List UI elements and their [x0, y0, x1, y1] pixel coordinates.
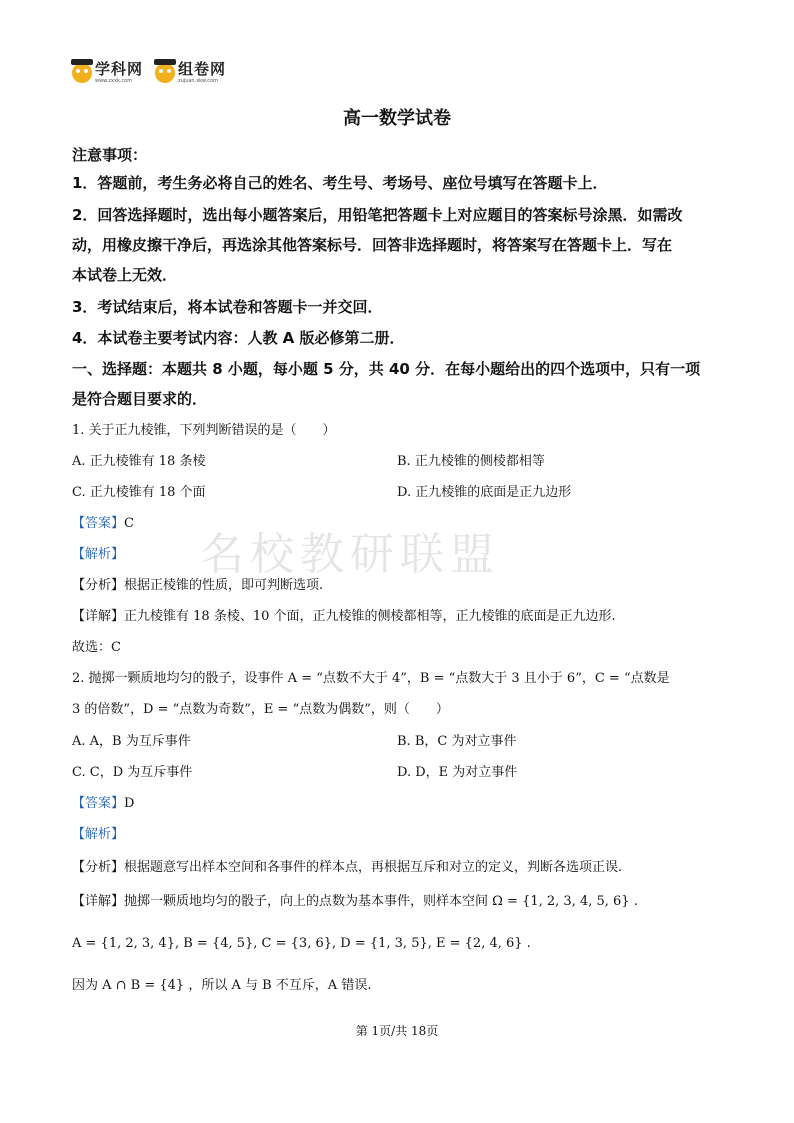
- note-2-line-3: 本试卷上无效．: [72, 266, 178, 284]
- q2-option-b: B. B，C 为对立事件: [397, 734, 517, 749]
- q1-guxuan: 故选：C: [72, 640, 121, 655]
- q1-stem: 1. 关于正九棱锥，下列判断错误的是（ ）: [72, 423, 336, 438]
- q2-answer: D: [124, 796, 135, 811]
- fenxi-tag: 【分析】: [72, 860, 125, 875]
- note-3: 3．考试结束后，将本试卷和答题卡一并交回．: [72, 298, 383, 316]
- page-title: 高一数学试卷: [343, 108, 451, 129]
- q2-stem-line-1: 2. 抛掷一颗质地均匀的骰子，设事件 A = “点数不大于 4”，B = “点数大于 3 且小于 6”，C = “点数是: [72, 671, 670, 686]
- q1-option-c: C. 正九棱锥有 18 个面: [72, 485, 206, 500]
- q2-sets: A = {1, 2, 3, 4}, B = {4, 5}, C = {3, 6}, D = {1, 3, 5}, E = {2, 4, 6} .: [72, 936, 531, 951]
- fenxi-tag: 【分析】: [72, 578, 125, 593]
- q2-xiangjie-row: [72, 892, 732, 912]
- note-1: 1．答题前，考生务必将自己的姓名、考生号、考场号、座位号填写在答题卡上．: [72, 174, 608, 192]
- note-2-line-2: 动，用橡皮擦干净后，再选涂其他答案标号．回答非选择题时，将答案写在答题卡上．写在: [72, 236, 673, 254]
- q2-option-a: A. A，B 为互斥事件: [72, 734, 191, 749]
- page-footer: 第 1页/共 18页: [355, 1024, 439, 1038]
- q2-option-d: D. D，E 为对立事件: [397, 765, 518, 780]
- q2-fenxi: 根据题意写出样本空间和各事件的样本点，再根据互斥和对立的定义，判断各选项正误.: [124, 860, 623, 875]
- q1-fenxi-row: [72, 576, 732, 596]
- note-2-line-1: 2．回答选择题时，选出每小题答案后，用铅笔把答题卡上对应题目的答案标号涂黑．如需改: [72, 206, 683, 224]
- owl-mascot-icon: [72, 63, 92, 83]
- q2-jiexi-tag: 【解析】: [72, 827, 125, 842]
- q1-option-b: B. 正九棱锥的侧棱都相等: [397, 454, 545, 469]
- note-4: 4．本试卷主要考试内容：人教 A 版必修第二册．: [72, 329, 405, 347]
- notes-heading: 注意事项：: [72, 146, 148, 164]
- q1-answer-row: [72, 514, 732, 534]
- section-heading-line-1: 一、选择题：本题共 8 小题，每小题 5 分，共 40 分．在每小题给出的四个选项中，只有一项: [72, 360, 701, 378]
- q2-option-c: C. C，D 为互斥事件: [72, 765, 193, 780]
- q1-fenxi: 根据正棱锥的性质，即可判断选项.: [124, 578, 324, 593]
- q2-fenxi-row: [72, 858, 732, 878]
- q1-answer: C: [124, 516, 134, 531]
- answer-tag: 【答案】: [72, 516, 125, 531]
- q2-stem-line-2: 3 的倍数”，D = “点数为奇数”，E = “点数为偶数”，则（ ）: [72, 702, 449, 717]
- logo-xuekewang: [72, 62, 143, 84]
- logo-text: 学科网: [95, 60, 144, 78]
- section-heading-line-2: 是符合题目要求的．: [72, 390, 208, 408]
- logo-zujuanwang: [155, 62, 226, 84]
- logo-text: 组卷网: [178, 60, 227, 78]
- logo-url: www.zxxk.com: [95, 78, 133, 84]
- header-logos: [72, 62, 226, 84]
- q1-jiexi-tag: 【解析】: [72, 547, 125, 562]
- q2-xiangjie: 抛掷一颗质地均匀的骰子，向上的点数为基本事件，则样本空间 Ω = {1, 2, 3, 4, 5, 6} .: [124, 894, 638, 909]
- watermark: 名校教研联盟: [200, 529, 500, 580]
- q1-xiangjie: 正九棱锥有 18 条棱、10 个面，正九棱锥的侧棱都相等，正九棱锥的底面是正九边形.: [124, 609, 616, 624]
- q1-xiangjie-row: [72, 607, 732, 627]
- owl-mascot-icon: [155, 63, 175, 83]
- xiangjie-tag: 【详解】: [72, 609, 125, 624]
- q2-answer-row: [72, 794, 732, 814]
- answer-tag: 【答案】: [72, 796, 125, 811]
- logo-url: zujuan.xkw.com: [178, 78, 218, 84]
- q1-option-d: D. 正九棱锥的底面是正九边形: [397, 485, 572, 500]
- q2-because: 因为 A ∩ B = {4} ，所以 A 与 B 不互斥，A 错误.: [72, 978, 372, 993]
- q1-option-a: A. 正九棱锥有 18 条棱: [72, 454, 206, 469]
- xiangjie-tag: 【详解】: [72, 894, 125, 909]
